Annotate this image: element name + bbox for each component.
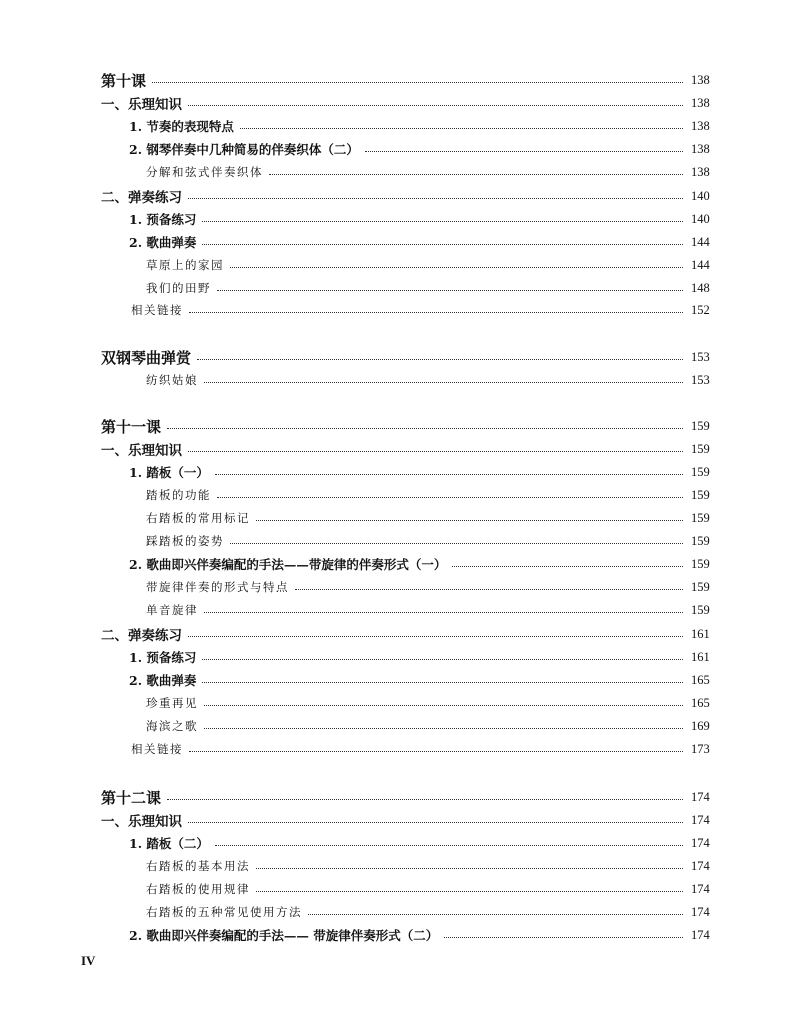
toc-entry[interactable] [0, 856, 790, 876]
toc-entry[interactable] [0, 209, 790, 229]
toc-entry-title: 海滨之歌 [146, 719, 198, 733]
toc-entry[interactable] [0, 647, 790, 667]
toc-entry-title: 纺织姑娘 [146, 373, 198, 387]
toc-page-number: 138 [691, 164, 710, 179]
toc-entry-title: 双钢琴曲弹赏 [101, 348, 192, 367]
toc-page-number: 174 [691, 789, 710, 804]
dot-leader [452, 566, 683, 567]
toc-entry-title: 右踏板的基本用法 [146, 859, 250, 873]
toc-page-number: 153 [691, 349, 710, 364]
toc-entry[interactable] [0, 439, 790, 459]
toc-entry-title: 单音旋律 [146, 603, 198, 617]
toc-entry-title: 分解和弦式伴奏织体 [146, 165, 263, 179]
toc-page-number: 159 [691, 510, 710, 525]
dot-leader [202, 244, 683, 245]
dot-leader [240, 128, 683, 129]
toc-entry[interactable] [0, 139, 790, 159]
dot-leader [188, 822, 683, 823]
toc-entry-title: 草原上的家园 [146, 258, 224, 272]
toc-entry-title: 二、弹奏练习 [101, 190, 182, 206]
toc-page-number: 161 [691, 626, 710, 641]
dot-leader [188, 451, 683, 452]
toc-entry[interactable] [0, 739, 790, 759]
toc-entry-duet[interactable] [0, 347, 790, 367]
toc-entry-title: 1. 预备练习 [129, 650, 197, 665]
toc-entry-title: 踏板的功能 [146, 488, 211, 502]
toc-page-number: 138 [691, 118, 710, 133]
dot-leader [167, 428, 683, 429]
dot-leader [204, 728, 683, 729]
toc-entry-title: 2. 歌曲即兴伴奏编配的手法——带旋律的伴奏形式（一） [129, 557, 447, 572]
toc-page-number: 144 [691, 257, 710, 272]
toc-page-number: 159 [691, 533, 710, 548]
toc-page-number: 174 [691, 904, 710, 919]
toc-page-number: 165 [691, 672, 710, 687]
toc-entry-lesson-11[interactable] [0, 416, 790, 436]
toc-entry[interactable] [0, 93, 790, 113]
toc-entry[interactable] [0, 255, 790, 275]
toc-page-number: 159 [691, 418, 710, 433]
toc-page-number: 152 [691, 302, 710, 317]
dot-leader [204, 705, 683, 706]
toc-entry[interactable] [0, 833, 790, 853]
dot-leader [256, 868, 683, 869]
dot-leader [202, 659, 683, 660]
dot-leader [202, 682, 683, 683]
dot-leader [230, 267, 683, 268]
toc-entry[interactable] [0, 278, 790, 298]
toc-page-number: 169 [691, 718, 710, 733]
dot-leader [204, 382, 683, 383]
toc-entry-title: 踩踏板的姿势 [146, 534, 224, 548]
toc-entry[interactable] [0, 232, 790, 252]
toc-entry[interactable] [0, 116, 790, 136]
toc-entry-title: 相关链接 [131, 742, 183, 756]
toc-page-number: 159 [691, 579, 710, 594]
toc-page-number: 138 [691, 72, 710, 87]
toc-entry[interactable] [0, 600, 790, 620]
dot-leader [189, 751, 683, 752]
toc-entry[interactable] [0, 879, 790, 899]
dot-leader [215, 474, 683, 475]
toc-entry[interactable] [0, 186, 790, 206]
toc-page-number: 140 [691, 188, 710, 203]
toc-page-number: 140 [691, 211, 710, 226]
toc-entry-title: 珍重再见 [146, 696, 198, 710]
dot-leader [269, 174, 683, 175]
toc-page-number: 138 [691, 141, 710, 156]
toc-entry[interactable] [0, 531, 790, 551]
toc-entry-title: 1. 预备练习 [129, 212, 197, 227]
dot-leader [217, 290, 683, 291]
toc-entry-title: 我们的田野 [146, 281, 211, 295]
dot-leader [256, 520, 683, 521]
toc-entry-title: 二、弹奏练习 [101, 628, 182, 644]
toc-page-number: 159 [691, 464, 710, 479]
toc-entry[interactable] [0, 370, 790, 390]
toc-entry-lesson-12[interactable] [0, 787, 790, 807]
toc-entry-lesson-10[interactable] [0, 70, 790, 90]
dot-leader [217, 497, 683, 498]
dot-leader [204, 612, 683, 613]
toc-page-number: 165 [691, 695, 710, 710]
toc-page-number: 159 [691, 556, 710, 571]
toc-entry-title: 带旋律伴奏的形式与特点 [146, 580, 289, 594]
page-folio: IV [81, 953, 96, 968]
toc-entry-title: 第十一课 [101, 417, 162, 436]
dot-leader [308, 914, 683, 915]
toc-entry-title: 右踏板的使用规律 [146, 882, 250, 896]
toc-page-number: 148 [691, 280, 710, 295]
toc-page-number: 173 [691, 741, 710, 756]
dot-leader [230, 543, 683, 544]
dot-leader [188, 198, 683, 199]
dot-leader [295, 589, 683, 590]
dot-leader [188, 105, 683, 106]
dot-leader [215, 845, 683, 846]
toc-entry[interactable] [0, 624, 790, 644]
toc-page-number: 138 [691, 95, 710, 110]
toc-entry-title: 右踏板的常用标记 [146, 511, 250, 525]
toc-entry-title: 2. 歌曲即兴伴奏编配的手法—— 带旋律伴奏形式（二） [129, 928, 439, 943]
dot-leader [152, 82, 683, 83]
toc-entry[interactable] [0, 508, 790, 528]
toc-page-number: 159 [691, 602, 710, 617]
toc-entry[interactable] [0, 693, 790, 713]
toc-entry-title: 1. 踏板（二） [129, 836, 209, 851]
dot-leader [256, 891, 683, 892]
toc-entry-title: 1. 踏板（一） [129, 465, 209, 480]
toc-entry-title: 2. 钢琴伴奏中几种简易的伴奏织体（二） [129, 142, 359, 157]
toc-page-number: 174 [691, 812, 710, 827]
toc-page-number: 174 [691, 858, 710, 873]
toc-entry[interactable] [0, 485, 790, 505]
toc-entry[interactable] [0, 810, 790, 830]
toc-page-number: 159 [691, 487, 710, 502]
toc-page-number: 144 [691, 234, 710, 249]
toc-entry[interactable] [0, 554, 790, 574]
toc-entry-title: 第十二课 [101, 788, 162, 807]
toc-entry[interactable] [0, 902, 790, 922]
dot-leader [197, 359, 683, 360]
toc-page-number: 159 [691, 441, 710, 456]
toc-page-number: 174 [691, 927, 710, 942]
dot-leader [188, 636, 683, 637]
toc-entry[interactable] [0, 716, 790, 736]
toc-entry-title: 第十课 [101, 71, 147, 90]
dot-leader [167, 799, 683, 800]
toc-entry-title: 一、乐理知识 [101, 814, 182, 830]
toc-entry-title: 1. 节奏的表现特点 [129, 119, 234, 134]
toc-entry-title: 一、乐理知识 [101, 97, 182, 113]
toc-entry-title: 2. 歌曲弹奏 [129, 235, 197, 250]
dot-leader [189, 312, 683, 313]
toc-page-number: 174 [691, 881, 710, 896]
toc-page-number: 161 [691, 649, 710, 664]
toc-entry[interactable] [0, 925, 790, 945]
toc-entry[interactable] [0, 162, 790, 182]
dot-leader [365, 151, 683, 152]
toc-entry[interactable] [0, 577, 790, 597]
toc-entry-title: 一、乐理知识 [101, 443, 182, 459]
toc-entry-title: 右踏板的五种常见使用方法 [146, 905, 302, 919]
toc-entry[interactable] [0, 670, 790, 690]
toc-page-number: 174 [691, 835, 710, 850]
dot-leader [202, 221, 683, 222]
toc-entry[interactable] [0, 300, 790, 320]
dot-leader [444, 937, 683, 938]
toc-entry[interactable] [0, 462, 790, 482]
toc-entry-title: 2. 歌曲弹奏 [129, 673, 197, 688]
toc-entry-title: 相关链接 [131, 303, 183, 317]
toc-page-number: 153 [691, 372, 710, 387]
